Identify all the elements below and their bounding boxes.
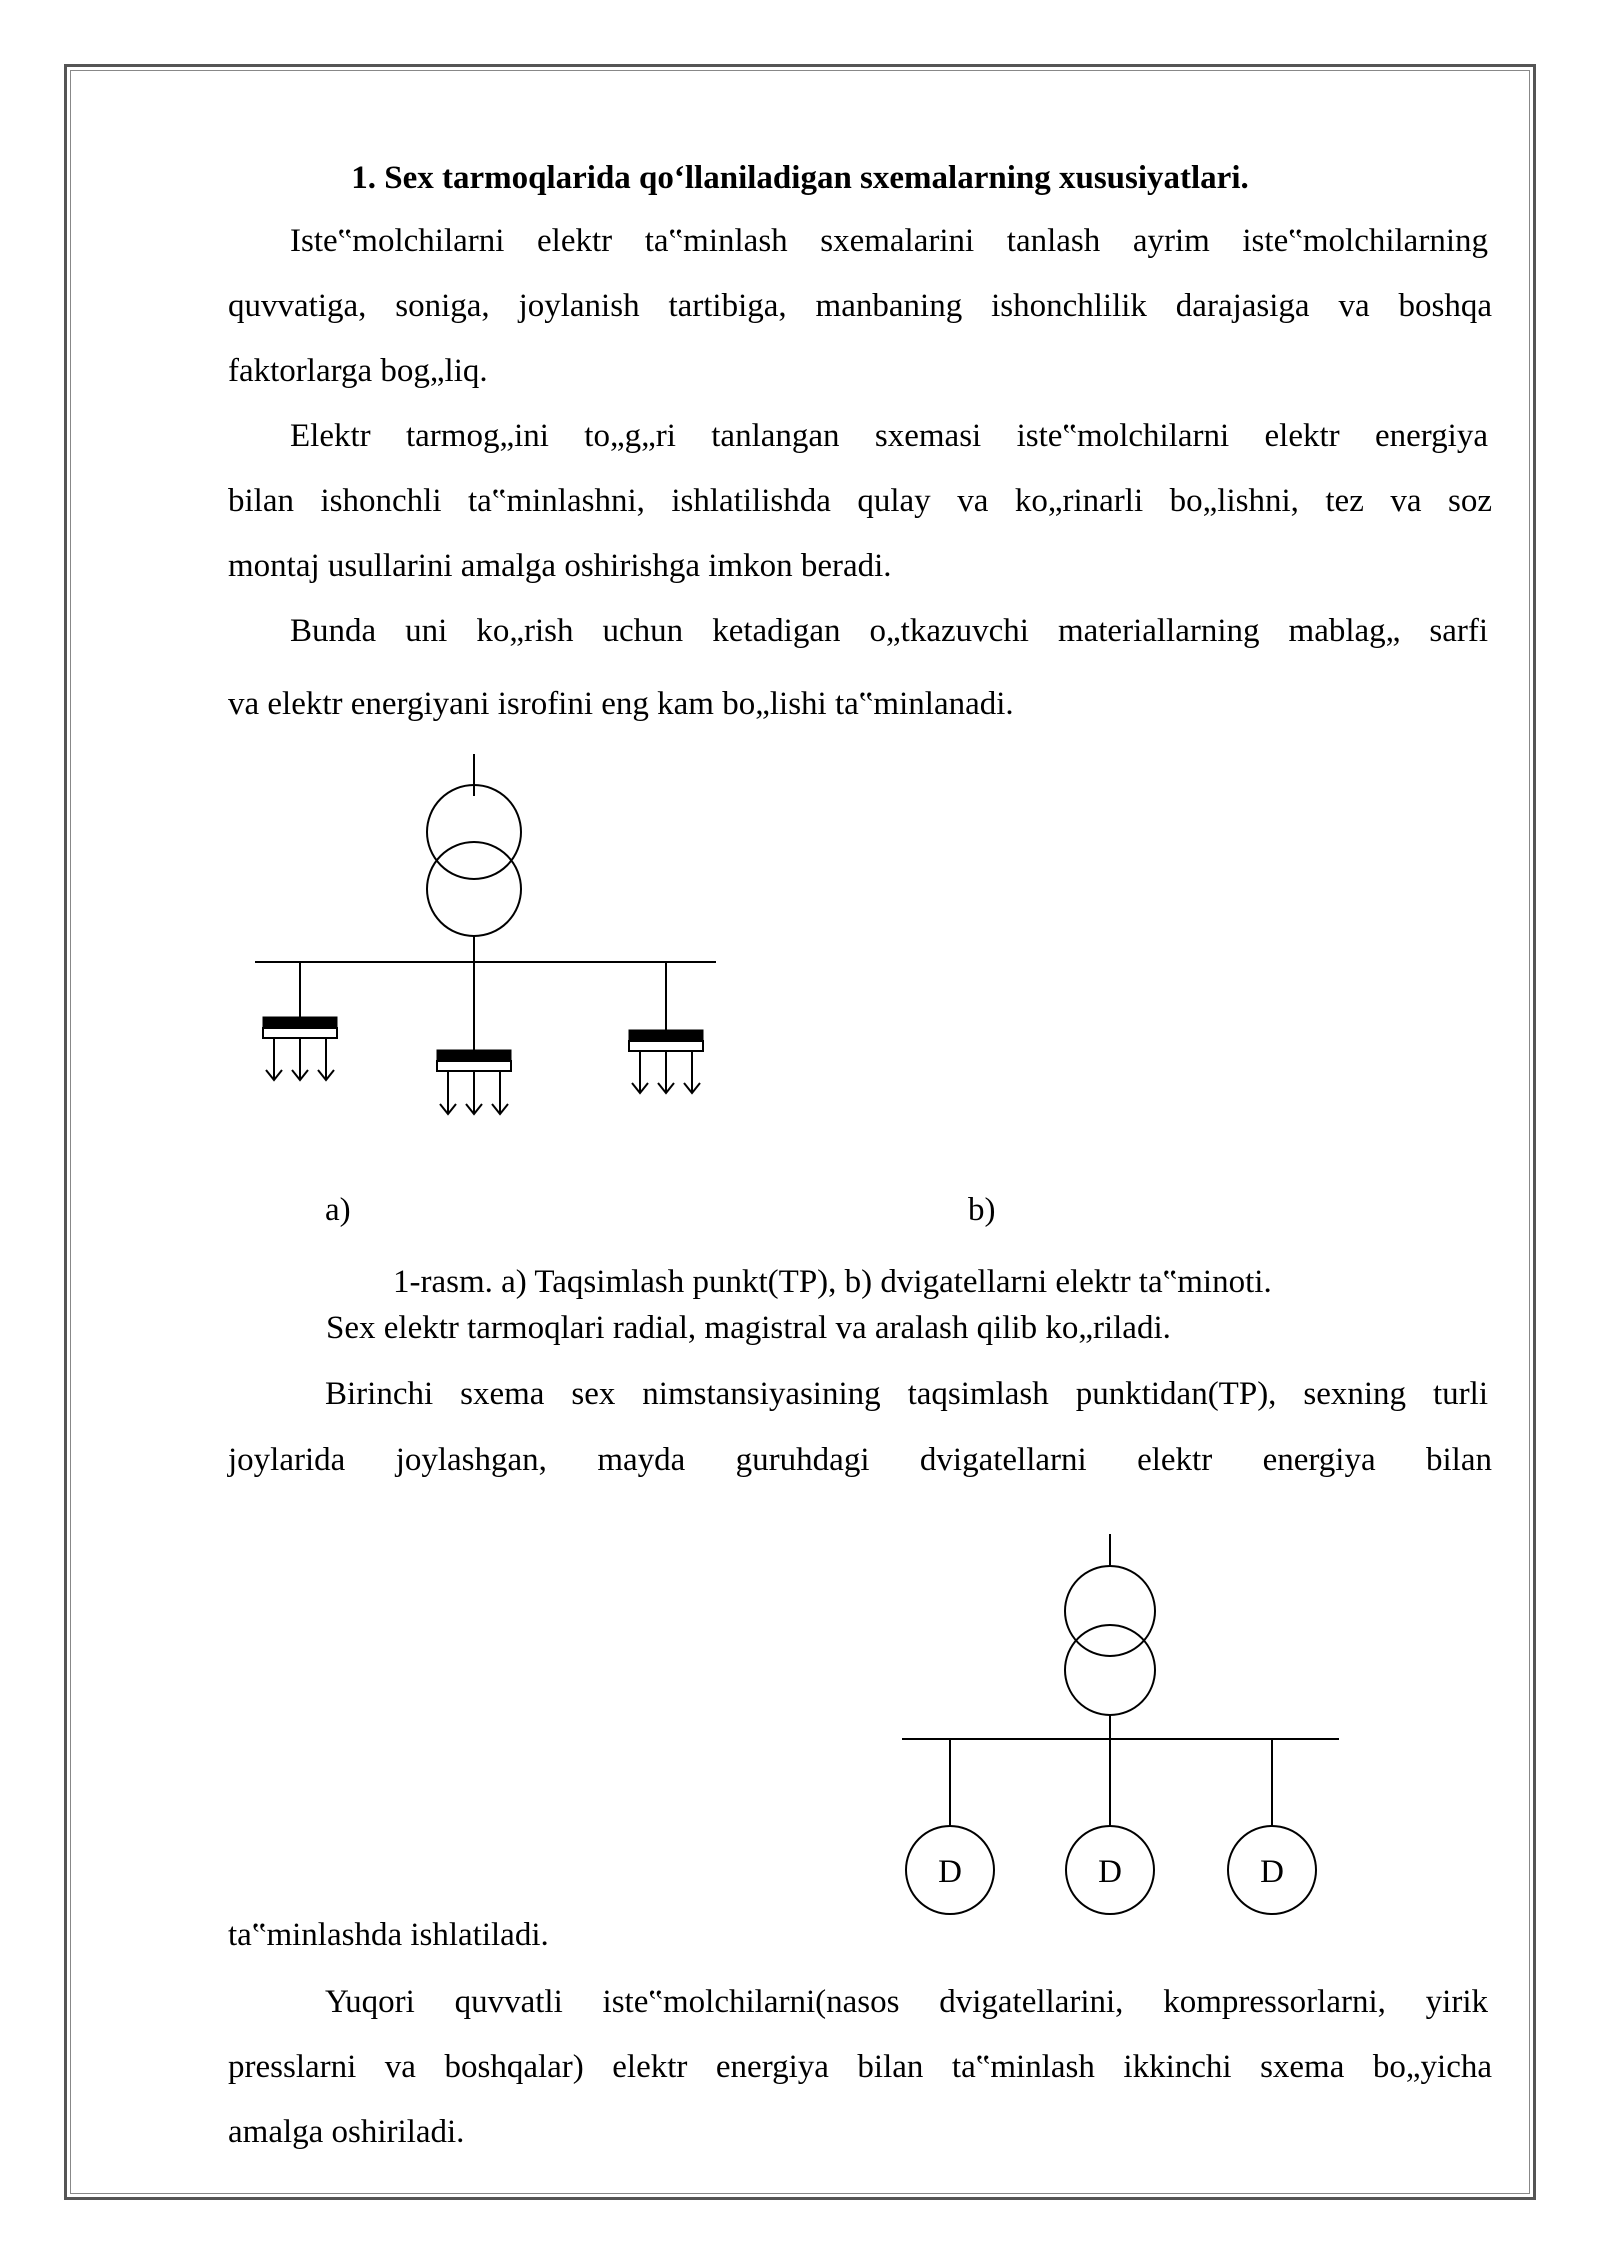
motor-label-2: D bbox=[1098, 1854, 1122, 1890]
paragraph-6-line-2: presslarni va boshqalar) elektr energiya bilan ta‟minlash ikkinchi sxema bo„yicha bbox=[228, 2049, 1492, 2085]
paragraph-3-line-1: Bunda uni ko„rish uchun ketadigan o„tkazuvchi materiallarning mablag„ sarfi bbox=[290, 613, 1488, 649]
paragraph-2-line-3: montaj usullarini amalga oshirishga imkon beradi. bbox=[228, 548, 892, 584]
figure-label-a: a) bbox=[325, 1192, 351, 1228]
transformer-lower-winding bbox=[1065, 1625, 1155, 1715]
transformer-upper-winding bbox=[1065, 1566, 1155, 1656]
paragraph-1-line-3: faktorlarga bog„liq. bbox=[228, 353, 488, 389]
paragraph-4: Sex elektr tarmoqlari radial, magistral va aralash qilib ko„riladi. bbox=[326, 1310, 1171, 1346]
paragraph-5-line-2: joylarida joylashgan, mayda guruhdagi dvigatellarni elektr energiya bilan bbox=[228, 1442, 1492, 1478]
paragraph-6-line-3: amalga oshiriladi. bbox=[228, 2114, 465, 2150]
motor-label-1: D bbox=[938, 1854, 962, 1890]
motor-label-3: D bbox=[1260, 1854, 1284, 1890]
paragraph-1-line-2: quvvatiga, soniga, joylanish tartibiga, manbaning ishonchlilik darajasiga va boshqa bbox=[228, 288, 1492, 324]
paragraph-5-line-1: Birinchi sxema sex nimstansiyasining taqsimlash punktidan(TP), sexning turli bbox=[325, 1376, 1488, 1412]
paragraph-2-line-1: Elektr tarmog„ini to„g„ri tanlangan sxemasi iste‟molchilarni elektr energiya bbox=[290, 418, 1488, 454]
paragraph-5-line-3: ta‟minlashda ishlatiladi. bbox=[228, 1917, 549, 1953]
figure-label-b: b) bbox=[968, 1192, 996, 1228]
paragraph-3-line-2: va elektr energiyani isrofini eng kam bo„lishi ta‟minlanadi. bbox=[228, 686, 1014, 722]
paragraph-2-line-2: bilan ishonchli ta‟minlashni, ishlatilishda qulay va ko„rinarli bo„lishni, tez va soz bbox=[228, 483, 1492, 519]
figure-1-caption: 1-rasm. a) Taqsimlash punkt(TP), b) dvigatellarni elektr ta‟minoti. bbox=[393, 1264, 1272, 1300]
paragraph-1-line-1: Iste‟molchilarni elektr ta‟minlash sxemalarini tanlash ayrim iste‟molchilarning bbox=[290, 223, 1488, 259]
paragraph-6-line-1: Yuqori quvvatli iste‟molchilarni(nasos dvigatellarini, kompressorlarni, yirik bbox=[325, 1984, 1488, 2020]
section-heading: 1. Sex tarmoqlarida qo‘llaniladigan sxemalarning xususiyatlari. bbox=[351, 160, 1249, 196]
